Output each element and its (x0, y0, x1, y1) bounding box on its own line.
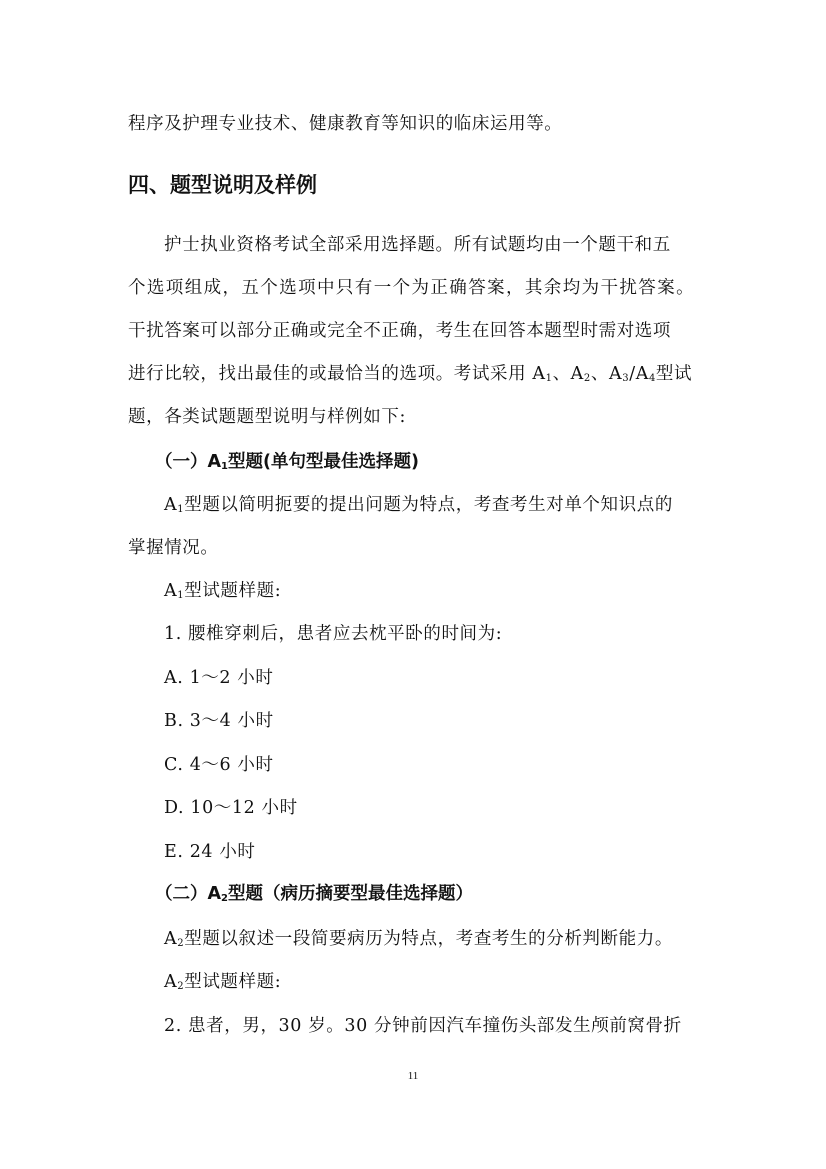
paragraph-line (128, 361, 708, 392)
text-span: A (164, 972, 178, 992)
text-span: 型题以叙述一段简要病历为特点，考查考生的分析判断能力。 (184, 929, 673, 949)
question-1: 1. 腰椎穿刺后，患者应去枕平卧的时间为: (164, 624, 503, 644)
paragraph-line: 掌握情况。 (128, 538, 219, 558)
paragraph-line: 护士执业资格考试全部采用选择题。所有试题均由一个题干和五 (164, 235, 671, 255)
text-span: 型题(单句型最佳选择题) (228, 452, 420, 472)
text-span: （二）A (155, 884, 222, 904)
paragraph-line (164, 926, 744, 957)
paragraph-line: 个选项组成，五个选项中只有一个为正确答案，其余均为干扰答案。 (128, 278, 695, 298)
subscript: 2 (221, 893, 229, 904)
paragraph-line (164, 492, 744, 523)
option-c: C. 4～6 小时 (164, 755, 274, 775)
text-span: A (164, 581, 178, 601)
text-span: A (164, 929, 178, 949)
text-span: 型题以简明扼要的提出问题为特点，考查考生对单个知识点的 (184, 495, 673, 515)
text-span: /A (629, 364, 649, 384)
page-number: 11 (407, 1070, 419, 1082)
subscript: 1 (177, 590, 185, 601)
subscript: 1 (221, 461, 229, 472)
body-text-line: 程序及护理专业技术、健康教育等知识的临床运用等。 (128, 114, 563, 134)
subscript: 3 (622, 373, 630, 384)
option-b: B. 3～4 小时 (164, 711, 274, 731)
paragraph-line: 干扰答案可以部分正确或完全不正确，考生在回答本题型时需对选项 (128, 321, 671, 341)
text-span: 型试题样题: (184, 581, 282, 601)
subsection-heading (155, 449, 419, 480)
text-span: （一）A (155, 452, 222, 472)
text-span: 进行比较，找出最佳的或最恰当的选项。考试采用 A (128, 364, 546, 384)
subsection-heading (155, 881, 473, 912)
question-2: 2. 患者，男，30 岁。30 分钟前因汽车撞伤头部发生颅前窝骨折 (164, 1016, 682, 1036)
sample-label (164, 578, 744, 609)
option-a: A. 1～2 小时 (164, 668, 274, 688)
text-span: 、A (552, 364, 584, 384)
subscript: 2 (583, 373, 591, 384)
text-span: 型试题样题: (184, 972, 282, 992)
paragraph-line: 题，各类试题题型说明与样例如下: (128, 407, 406, 427)
subscript: 1 (177, 504, 185, 515)
text-span: 型题（病历摘要型最佳选择题） (228, 884, 474, 904)
subscript: 4 (648, 373, 656, 384)
subscript: 1 (545, 373, 553, 384)
sample-label (164, 969, 744, 1000)
subscript: 2 (177, 981, 185, 992)
option-d: D. 10～12 小时 (164, 798, 298, 818)
text-span: 、A (590, 364, 623, 384)
text-span: A (164, 495, 178, 515)
option-e: E. 24 小时 (164, 842, 256, 862)
subscript: 2 (177, 938, 185, 949)
section-heading: 四、题型说明及样例 (128, 173, 317, 197)
text-span: 型试 (655, 364, 693, 384)
